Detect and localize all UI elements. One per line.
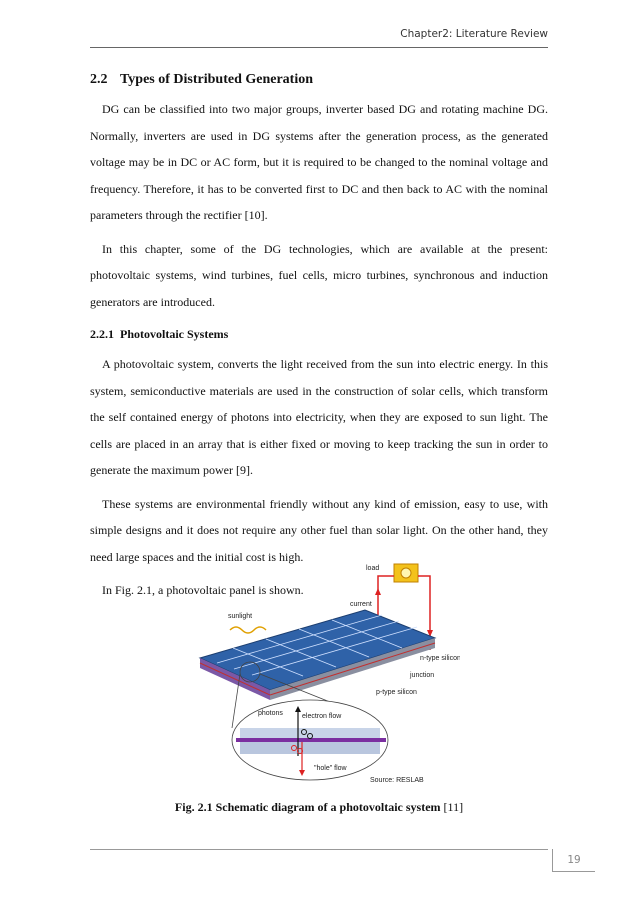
sunlight-ray-icon	[230, 627, 266, 633]
page-number: 19	[552, 849, 595, 872]
footer-rule	[90, 849, 548, 850]
label-n-type: n-type silicon	[420, 655, 460, 662]
paragraph-pv-1: A photovoltaic system, converts the light received from the sun into electric energy. In this system, semiconductive materials are used in the construction of solar cells, which transform the self contained energy of photons into electricity, when they are exposed to sun light. The cells are placed in an array that is either fixed or moving to keep tracking the sun in order to generate the maximum power [9].	[90, 357, 548, 477]
label-hole-flow: "hole" flow	[314, 765, 347, 772]
label-junction: junction	[410, 672, 435, 679]
label-sunlight: sunlight	[228, 613, 253, 620]
label-photons: photons	[258, 710, 283, 717]
circuit-wire-left	[378, 576, 394, 620]
figure-caption	[0, 800, 638, 815]
caption-text: Fig. 2.1 Schematic diagram of a photovoltaic system	[174, 800, 441, 814]
paragraph-intro-1: DG can be classified into two major groups, inverter based DG and rotating machine DG. Normally, inverters are used in DG systems after the generation process, as the generated voltage may be in DC or AC form, but it is required to be changed to the nominal voltage and frequency. Therefore, it has to be converted first to DC and then back to AC with the nominal parameters through the rectifier [10].	[90, 102, 548, 222]
subsection-heading	[90, 325, 548, 343]
paragraph-pv-3: In Fig. 2.1, a photovoltaic panel is shown.	[102, 583, 304, 597]
header-rule	[90, 47, 548, 48]
subsection-number: 2.2.1	[90, 327, 114, 341]
section-title: Types of Distributed Generation	[120, 72, 314, 87]
section-heading	[90, 70, 548, 90]
p-type-layer	[240, 742, 380, 754]
paragraph-pv-2: These systems are environmental friendly without any kind of emission, easy to use, with simple designs and it does not require any other fuel than solar light. On the other hand, they need large spaces and the initial cost is high.	[90, 496, 548, 564]
label-load: load	[366, 565, 380, 572]
current-arrow-icon	[375, 588, 381, 595]
label-p-type: p-type silicon	[376, 689, 417, 696]
label-source: Source: RESLAB	[370, 777, 424, 784]
label-electron-flow: electron flow	[302, 713, 342, 720]
pv-panel-diagram	[190, 560, 460, 785]
photovoltaic-figure	[190, 560, 460, 785]
caption-reference: [11]	[443, 800, 464, 814]
subsection-title: Photovoltaic Systems	[120, 327, 229, 341]
running-header: Chapter2: Literature Review	[400, 28, 548, 40]
label-current: current	[350, 601, 372, 608]
section-number: 2.2	[90, 72, 108, 87]
main-content	[90, 70, 548, 611]
paragraph-intro-2: In this chapter, some of the DG technologies, which are available at the present: photovoltaic systems, wind turbines, fuel cells, micro turbines, synchronous and induction generators are introduced.	[90, 241, 548, 309]
